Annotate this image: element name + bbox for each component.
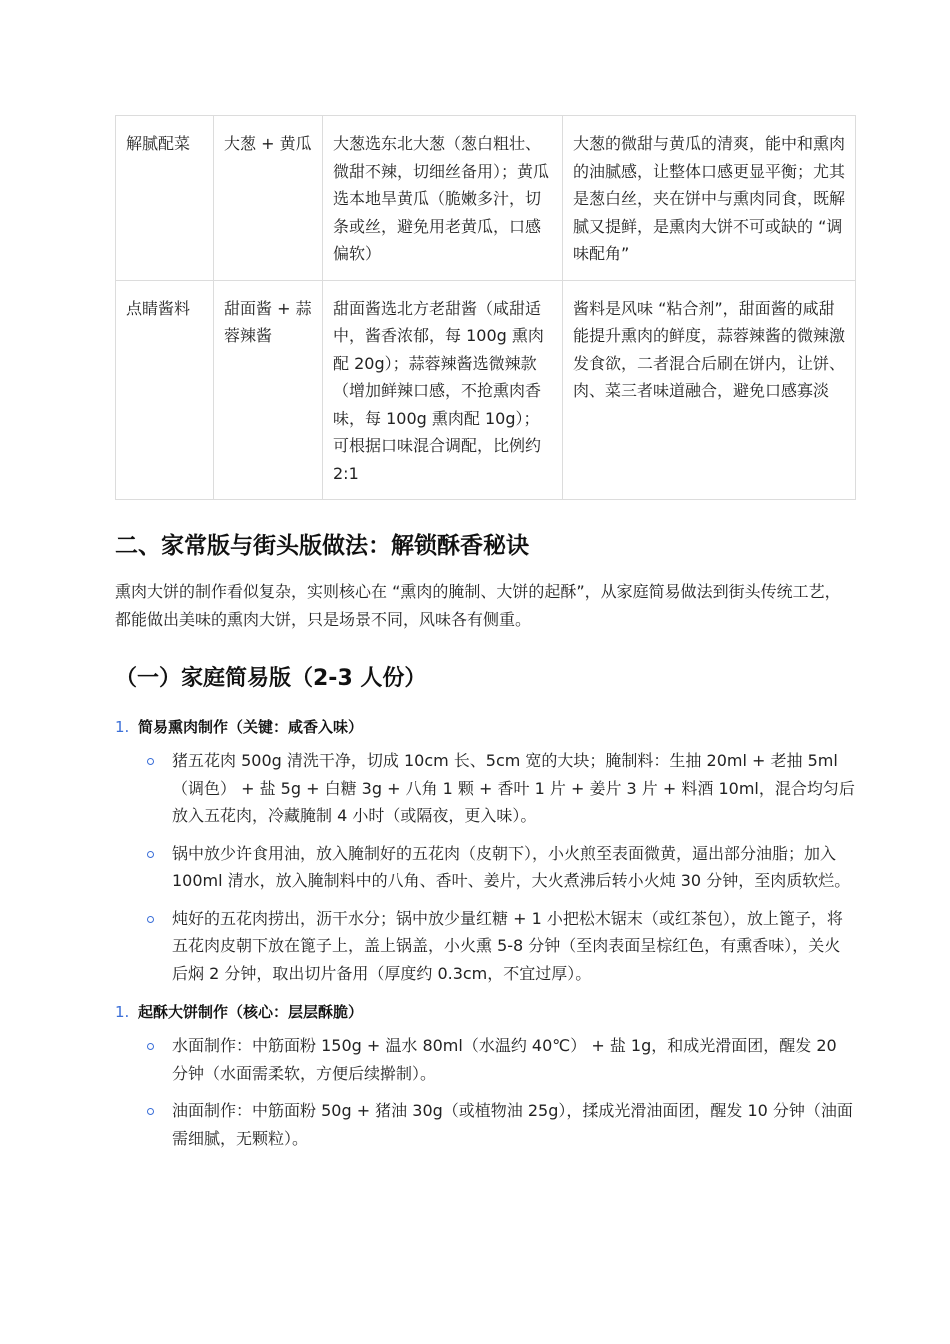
- table-row: [116, 280, 856, 500]
- list-item: [147, 905, 855, 988]
- circle-bullet-icon: [147, 1043, 154, 1050]
- circle-bullet-icon: [147, 758, 154, 765]
- list-item: [147, 1032, 855, 1087]
- table-cell-category: 解腻配菜: [116, 116, 214, 281]
- list-item-text: 猪五花肉 500g 清洗干净，切成 10cm 长、5cm 宽的大块；腌制料：生抽 20ml + 老抽 5ml（调色） + 盐 5g + 白糖 3g + 八角 1 颗 + 香叶 1 片 + 姜片 3 片 + 料酒 10ml，混合均匀后放入五花肉，冷藏腌制 4 小时（或隔夜，更入味）。: [172, 751, 855, 825]
- step-bullet-list: [115, 1032, 855, 1152]
- circle-bullet-icon: [147, 916, 154, 923]
- circle-bullet-icon: [147, 851, 154, 858]
- list-item-text: 水面制作：中筋面粉 150g + 温水 80ml（水温约 40℃） + 盐 1g，和成光滑面团，醒发 20 分钟（水面需柔软，方便后续擀制）。: [172, 1036, 837, 1083]
- ingredient-table: [115, 115, 856, 500]
- section-intro: 熏肉大饼的制作看似复杂，实则核心在 “熏肉的腌制、大饼的起酥”，从家庭简易做法到街头传统工艺，都能做出美味的熏肉大饼，只是场景不同，风味各有侧重。: [115, 582, 841, 629]
- step-heading: [115, 1001, 855, 1022]
- table-cell-effect: 大葱的微甜与黄瓜的清爽，能中和熏肉的油腻感，让整体口感更显平衡；尤其是葱白丝，夹在饼中与熏肉同食，既解腻又提鲜，是熏肉大饼不可或缺的 “调味配角”: [563, 116, 856, 281]
- table-row: [116, 116, 856, 281]
- list-item: [147, 747, 855, 830]
- list-item-text: 炖好的五花肉捞出，沥干水分；锅中放少量红糖 + 1 小把松木锯末（或红茶包），放上篦子，将五花肉皮朝下放在篦子上，盖上锅盖，小火熏 5-8 分钟（至肉表面呈棕红色，有熏香味），关火后焖 2 分钟，取出切片备用（厚度约 0.3cm，不宜过厚）。: [172, 908, 843, 983]
- table-cell-selection: 甜面酱选北方老甜酱（咸甜适中，酱香浓郁，每 100g 熏肉配 20g）；蒜蓉辣酱选微辣款（增加鲜辣口感，不抢熏肉香味，每 100g 熏肉配 10g）；可根据口味混合调配，比例约 2:1: [323, 280, 563, 500]
- table-cell-selection: 大葱选东北大葱（葱白粗壮、微甜不辣，切细丝备用）；黄瓜选本地旱黄瓜（脆嫩多汁，切条或丝，避免用老黄瓜，口感偏软）: [323, 116, 563, 281]
- step-heading: [115, 716, 855, 737]
- table-cell-item: 甜面酱 + 蒜蓉辣酱: [214, 280, 323, 500]
- list-item-text: 锅中放少许食用油，放入腌制好的五花肉（皮朝下），小火煎至表面微黄，逼出部分油脂；加入 100ml 清水，放入腌制料中的八角、香叶、姜片，大火煮沸后转小火炖 30 分钟，至肉质软烂。: [172, 843, 851, 890]
- step-number: 1.: [115, 1003, 130, 1021]
- section-heading: 二、家常版与街头版做法：解锁酥香秘诀: [115, 533, 529, 559]
- step-number: 1.: [115, 718, 130, 736]
- document-page: [115, 115, 855, 1152]
- list-item: [147, 840, 855, 895]
- subsection-heading: （一）家庭简易版（2-3 人份）: [115, 666, 427, 691]
- step-title: 起酥大饼制作（核心：层层酥脆）: [138, 1003, 364, 1021]
- list-item-text: 油面制作：中筋面粉 50g + 猪油 30g（或植物油 25g），揉成光滑油面团，醒发 10 分钟（油面需细腻，无颗粒）。: [172, 1101, 853, 1148]
- circle-bullet-icon: [147, 1108, 154, 1115]
- table-cell-category: 点睛酱料: [116, 280, 214, 500]
- table-cell-effect: 酱料是风味 “粘合剂”，甜面酱的咸甜能提升熏肉的鲜度，蒜蓉辣酱的微辣激发食欲，二者混合后刷在饼内，让饼、肉、菜三者味道融合，避免口感寡淡: [563, 280, 856, 500]
- list-item: [147, 1097, 855, 1152]
- step-bullet-list: [115, 747, 855, 987]
- table-cell-item: 大葱 + 黄瓜: [214, 116, 323, 281]
- step-title: 简易熏肉制作（关键：咸香入味）: [138, 718, 364, 736]
